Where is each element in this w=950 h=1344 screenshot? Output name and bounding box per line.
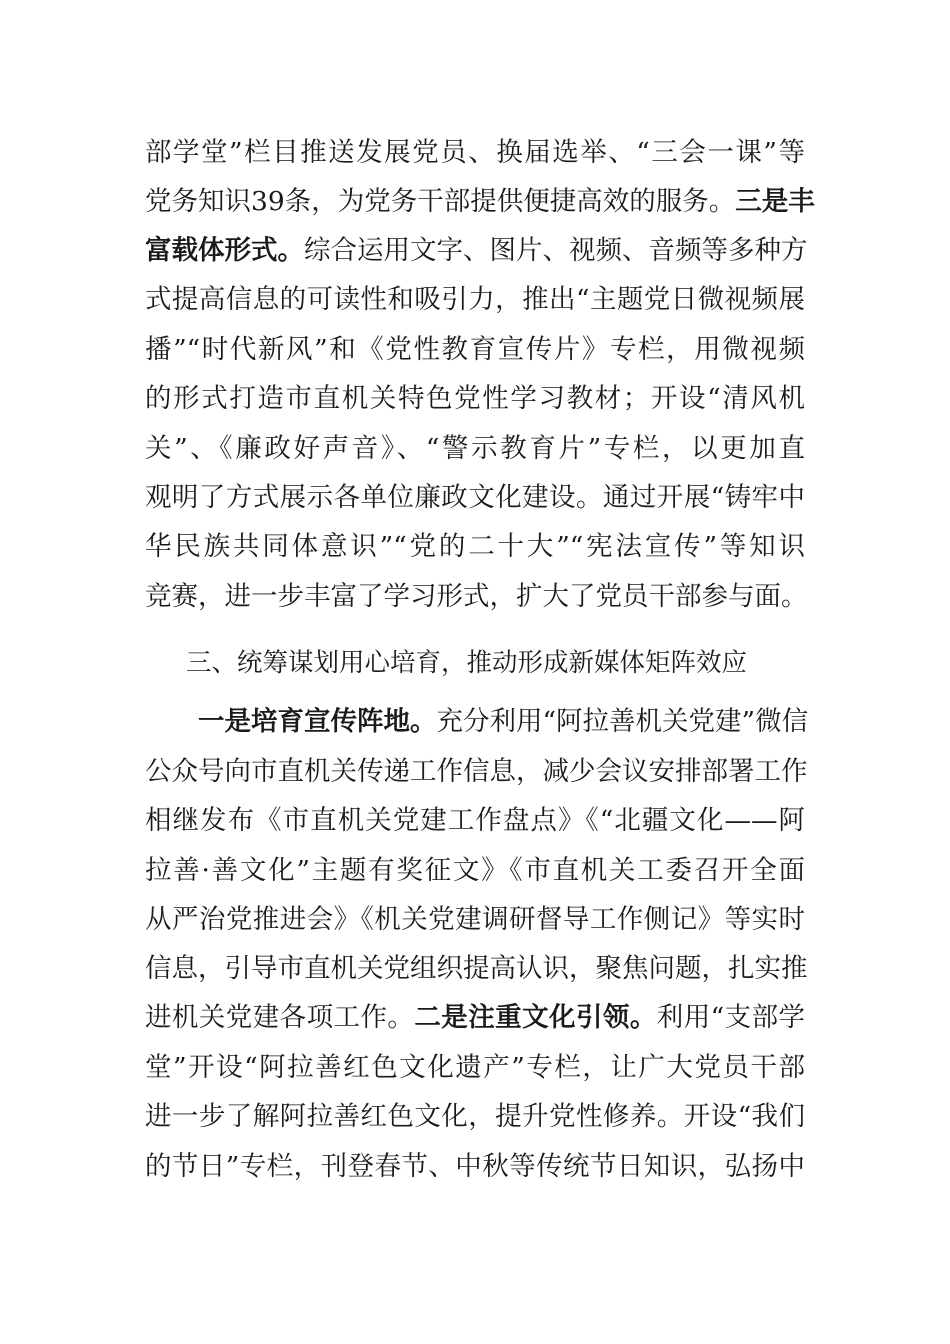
body-line: [145, 527, 805, 567]
bold-lead-text: 二是注重文化引领。: [414, 1002, 657, 1033]
body-line: [145, 280, 805, 320]
body-text: 进一步了解阿拉善红色文化，提升党性修养。开设“我们: [145, 1101, 805, 1132]
body-text: 的节日”专栏，刊登春节、中秋等传统节日知识，弘扬中: [145, 1151, 805, 1182]
bold-lead-text: 三是丰: [735, 186, 815, 217]
body-text: 信息，引导市直机关党组织提高认识，聚焦问题，扎实推: [145, 953, 808, 984]
body-text: 关”、《廉政好声音》、“警示教育片”专栏，以更加直: [145, 433, 805, 464]
body-line: [145, 379, 805, 419]
body-text: 从严治党推进会》《机关党建调研督导工作侧记》等实时: [145, 904, 805, 935]
body-line: [145, 752, 808, 792]
body-line: [145, 133, 805, 173]
body-text: 观明了方式展示各单位廉政文化建设。通过开展“铸牢中: [145, 482, 805, 513]
body-line: [145, 851, 805, 891]
body-line: [198, 702, 809, 742]
body-text: 华民族共同体意识”“党的二十大”“宪法宣传”等知识: [145, 531, 805, 562]
body-text: 党务知识39条，为党务干部提供便捷高效的服务。: [145, 186, 736, 217]
body-text: 竞赛，进一步丰富了学习形式，扩大了党员干部参与面。: [145, 581, 808, 612]
body-text: 部学堂”栏目推送发展党员、换届选举、“三会一课”等: [145, 137, 805, 168]
body-line: [145, 429, 805, 469]
body-line: [145, 478, 805, 518]
body-line: [145, 330, 805, 370]
body-line: [145, 1048, 805, 1088]
body-text: 利用“支部学: [656, 1002, 806, 1033]
body-line: [145, 1097, 805, 1137]
body-line: [145, 949, 808, 989]
body-line: [145, 900, 805, 940]
body-text: 堂”开设“阿拉善红色文化遗产”专栏，让广大党员干部: [145, 1052, 805, 1083]
body-text: 综合运用文字、图片、视频、音频等多种方: [304, 235, 808, 266]
body-text: 播”“时代新风”和《党性教育宣传片》专栏，用微视频: [145, 334, 805, 365]
body-text: 式提高信息的可读性和吸引力，推出“主题党日微视频展: [145, 284, 805, 315]
body-line: [145, 231, 808, 271]
body-line: [145, 998, 805, 1038]
body-text: 拉善·善文化”主题有奖征文》《市直机关工委召开全面: [145, 855, 805, 886]
body-line: [145, 1147, 805, 1187]
body-line: [145, 182, 815, 222]
bold-lead-text: 富载体形式。: [145, 235, 304, 266]
bold-lead-text: 一是培育宣传阵地。: [198, 706, 437, 737]
body-text: 进机关党建各项工作。: [145, 1002, 415, 1033]
body-line: [145, 801, 805, 841]
body-text: 相继发布《市直机关党建工作盘点》《“北疆文化——阿: [145, 805, 805, 836]
body-text: 充分利用“阿拉善机关党建”微信: [436, 706, 809, 737]
body-text: 公众号向市直机关传递工作信息，减少会议安排部署工作: [145, 756, 808, 787]
body-line: [145, 577, 808, 617]
section-heading: 三、统筹谋划用心培育，推动形成新媒体矩阵效应: [186, 648, 748, 678]
body-text: 的形式打造市直机关特色党性学习教材；开设“清风机: [145, 383, 805, 414]
